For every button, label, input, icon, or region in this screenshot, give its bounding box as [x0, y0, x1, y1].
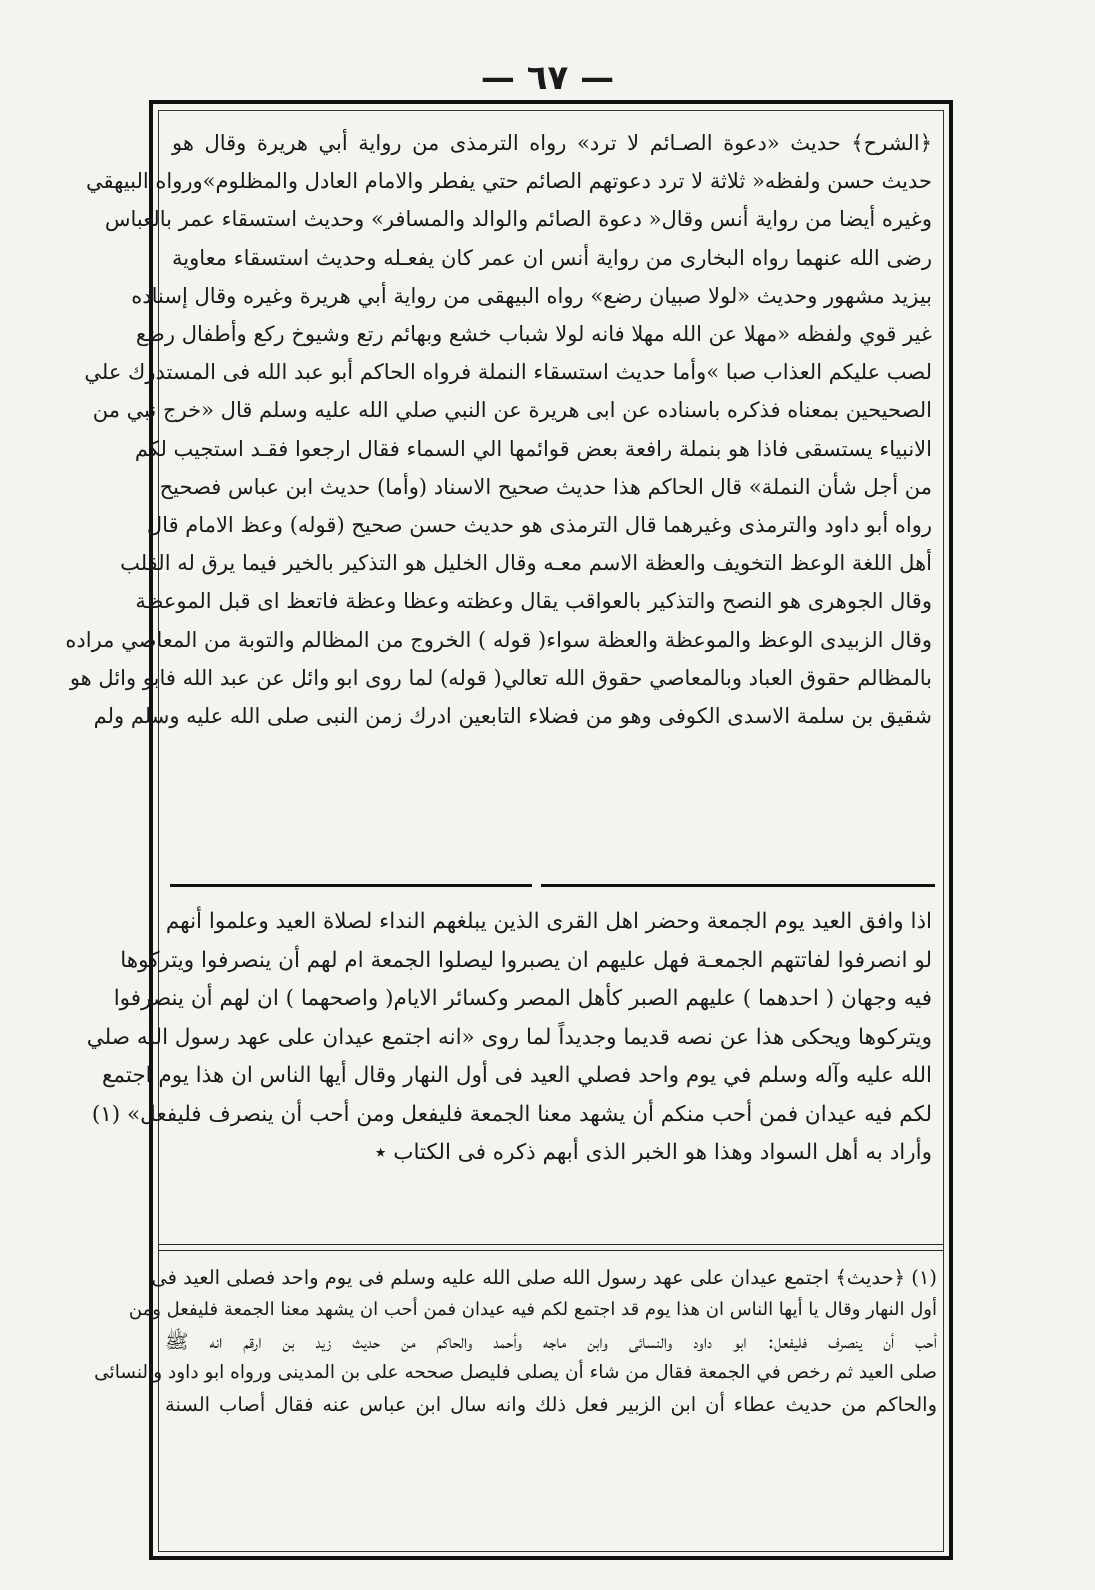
main-text-line: لو انصرفوا لفاتتهم الجمعـة فهل عليهم ان يصبروا ليصلوا الجمعة ام لهم أن ينصرفوا ويتركوها [120, 947, 932, 973]
section-divider-right [541, 884, 935, 887]
commentary-line: بيزيد مشهور وحديث «لولا صبيان رضع» رواه البيهقى من رواية أبي هريرة وغيره وقال إسناده [131, 283, 932, 308]
commentary-line: لصب عليكم العذاب صبا »وأما حديث استسقاء النملة فرواه الحاكم أبو عبد الله فى المستدرك علي [84, 360, 932, 385]
commentary-line: الصحيحين بمعناه فذكره باسناده عن ابى هريرة عن النبي صلي الله عليه وسلم قال «خرج نبي من [92, 398, 932, 423]
footnote-line: صلى العيد ثم رخص في الجمعة فقال من شاء أن يصلى فليصل صححه على بن المدينى ورواه ابو داود والنسائى [94, 1362, 937, 1384]
main-text-line: فيه وجهان ( احدهما ) عليهم الصبر كأهل المصر وكسائر الايام( واصحهما ) ان لهم أن ينصرفوا [113, 986, 932, 1011]
commentary-line: رواه أبو داود والترمذى وغيرهما قال الترمذى هو حديث حسن صحيح (قوله) وعظ الامام قال [146, 513, 932, 538]
commentary-line: حديث حسن ولفظه« ثلاثة لا ترد دعوتهم الصائم حتي يفطر والامام العادل والمظلوم»ورواه البيهقي [85, 169, 932, 194]
commentary-line: وقال الزبيدى الوعظ والموعظة والعظة سواء( قوله ) الخروج من المظالم والتوبة من المعاصي مراده [65, 627, 932, 652]
commentary-line: الانبياء يستسقى فاذا هو بنملة رافعة بعض قوائمها الي السماء فقال ارجعوا فقـد استجيب لكم [134, 436, 932, 461]
main-text-line: اذا وافق العيد يوم الجمعة وحضر اهل القرى الذين يبلغهم النداء لصلاة العيد وعلموا أنهم [165, 909, 932, 934]
commentary-line: وغيره أيضا من رواية أنس وقال« دعوة الصائم والوالد والمسافر» وحديث استسقاء عمر بالعباس [104, 207, 932, 232]
main-text-line: ويتركوها ويحكى هذا عن نصه قديما وجديداً لما روى «انه اجتمع عيدان على عهد رسول الله صلي [86, 1024, 932, 1050]
commentary-line: من أجل شأن النملة» قال الحاكم هذا حديث صحيح الاسناد (وأما) حديث ابن عباس فصحيح [159, 474, 932, 499]
commentary-line: وقال الجوهرى هو النصح والتذكير بالعواقب يقال وعظته وعظا وعظة فاتعظ اى قبل الموعظة [135, 589, 932, 614]
commentary-block [65, 124, 932, 735]
footnote-line: والحاكم من حديث عطاء أن ابن الزبير فعل ذلك وانه سال ابن عباس عنه فقال أصاب السنة [165, 1393, 937, 1417]
commentary-line: بالمظالم حقوق العباد وبالمعاصي حقوق الله تعالي( قوله) لما روى ابو وائل عن عبد الله فابو وائل هو [69, 665, 932, 690]
footnote-block [94, 1262, 937, 1421]
footnote-divider-top [158, 1244, 944, 1245]
commentary-line: أهل اللغة الوعظ التخويف والعظة الاسم معـه وقال الخليل هو التذكير بالخير فيما يرق له القلب [120, 551, 932, 576]
footnote-line: أول النهار وقال يا أيها الناس ان هذا يوم قد اجتمع لكم فيه عيدان فمن أحب ان يشهد معنا الجمعة فليفعل ومن [128, 1298, 937, 1320]
commentary-line: رضى الله عنهما رواه البخارى من رواية أنس ان عمر كان يفعـله وحديث استسقاء معاوية [172, 245, 932, 270]
footnote-divider-bottom [158, 1250, 944, 1251]
main-text-line: وأراد به أهل السواد وهذا هو الخبر الذى أبهم ذكره فى الكتاب ٭ [374, 1140, 932, 1165]
commentary-line: ﴿الشرح﴾ حديث «دعوة الصـائم لا ترد» رواه الترمذى من رواية أبي هريرة وقال هو [172, 131, 932, 155]
footnote-line: أحب أن ينصرف فليفعل: ابو داود والنسائى وابن ماجه وأحمد والحاكم من حديث زيد بن ارقم انه ﷺ [165, 1329, 937, 1353]
commentary-line: غير قوي ولفظه «مهلا عن الله مهلا فانه لولا شباب خشع وبهائم رتع وشيوخ ركع وأطفال رضع [135, 322, 932, 347]
footnote-line: (١) ﴿حديث﴾ اجتمع عيدان على عهد رسول الله صلى الله عليه وسلم فى يوم واحد فصلى العيد فى [151, 1266, 937, 1289]
page-number: — ٦٧ — [480, 58, 615, 98]
commentary-line: شقيق بن سلمة الاسدى الكوفى وهو من فضلاء التابعين ادرك زمن النبى صلى الله عليه وسلم ولم [93, 704, 932, 729]
main-text-line: الله عليه وآله وسلم في يوم واحد فصلي العيد فى أول النهار وقال أيها الناس ان هذا يوم اجتمع [101, 1063, 932, 1088]
section-divider-left [170, 884, 532, 887]
main-text-line: لكم فيه عيدان فمن أحب منكم أن يشهد معنا الجمعة فليفعل ومن أحب أن ينصرف فليفعل» (١) [91, 1101, 932, 1127]
main-text-block [86, 903, 932, 1173]
